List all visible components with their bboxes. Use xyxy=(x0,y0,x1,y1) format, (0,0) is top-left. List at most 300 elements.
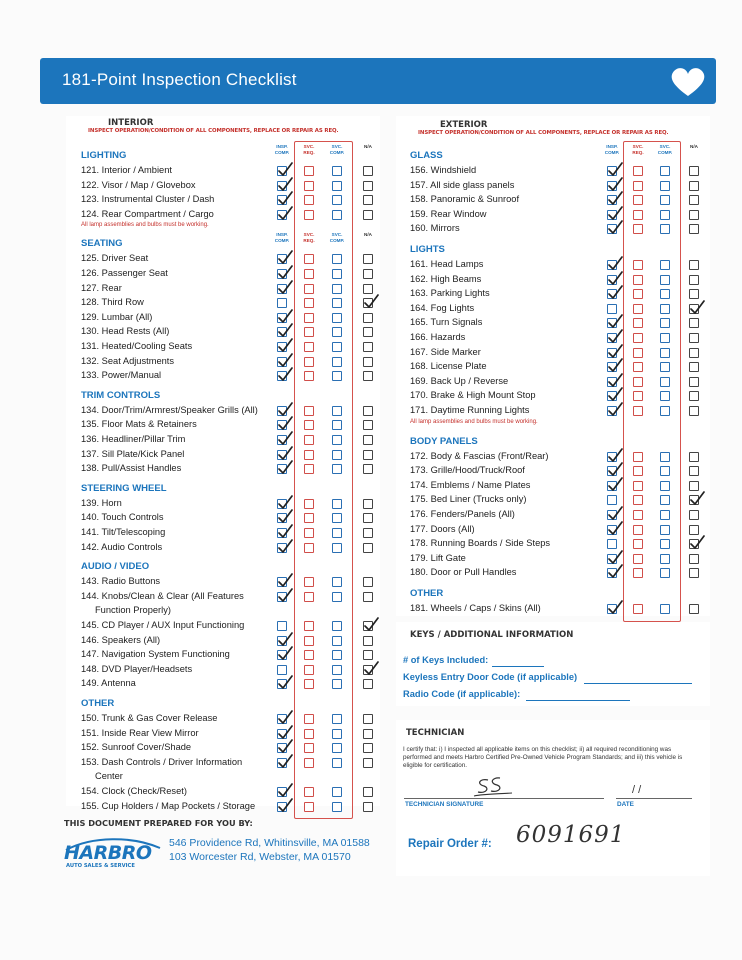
check-mark-icon xyxy=(363,661,379,677)
checkbox-insp[interactable] xyxy=(277,802,287,812)
checkbox-na[interactable] xyxy=(363,592,373,602)
checkbox-na[interactable] xyxy=(689,391,699,401)
check-mark-icon xyxy=(607,206,623,222)
checkbox-insp[interactable] xyxy=(277,327,287,337)
checkbox-insp[interactable] xyxy=(277,284,287,294)
check-mark-icon xyxy=(277,206,293,222)
checkbox-na[interactable] xyxy=(689,362,699,372)
section-label: BODY PANELS xyxy=(410,435,478,447)
checklist-item-label: 129. Lumbar (All) xyxy=(81,311,153,322)
checkbox-na[interactable] xyxy=(363,210,373,220)
checkbox-insp[interactable] xyxy=(607,166,617,176)
check-mark-icon xyxy=(277,646,293,662)
checkbox-na[interactable] xyxy=(363,269,373,279)
check-mark-icon xyxy=(607,285,623,301)
exterior-title: EXTERIOR xyxy=(440,120,488,130)
checklist-item-label: 131. Heated/Cooling Seats xyxy=(81,341,193,351)
address-line-1: 546 Providence Rd, Whitinsville, MA 01588 xyxy=(169,837,370,849)
checkbox-insp[interactable] xyxy=(607,406,617,416)
technician-title: TECHNICIAN xyxy=(406,728,465,738)
checklist-item-label: 163. Parking Lights xyxy=(410,288,490,299)
section-label: AUDIO / VIDEO xyxy=(81,561,150,573)
check-mark-icon xyxy=(363,294,379,310)
checklist-item-label: 142. Audio Controls xyxy=(81,541,163,552)
checkbox-insp[interactable] xyxy=(277,464,287,474)
checklist-item-label: 171. Daytime Running Lights xyxy=(410,405,530,415)
check-mark-icon xyxy=(607,564,623,580)
checkbox-na[interactable] xyxy=(363,714,373,724)
check-mark-icon xyxy=(363,617,379,633)
checklist-item-label: 141. Tilt/Telescoping xyxy=(81,527,166,537)
checkbox-insp[interactable] xyxy=(607,333,617,343)
checkbox-insp[interactable] xyxy=(277,577,287,587)
checkbox-na[interactable] xyxy=(363,195,373,205)
check-mark-icon xyxy=(277,416,293,432)
checkbox-na[interactable] xyxy=(689,481,699,491)
checkbox-na[interactable] xyxy=(689,539,699,549)
column-header-svc-comp: SVC. COMP. xyxy=(657,144,673,155)
checkbox-insp[interactable] xyxy=(277,371,287,381)
checkbox-insp[interactable] xyxy=(607,495,617,505)
check-mark-icon xyxy=(689,300,705,316)
heart-icon xyxy=(668,66,708,98)
checklist-item-label: 153. Dash Controls / Driver Information xyxy=(81,756,243,767)
logo-tagline: AUTO SALES & SERVICE xyxy=(66,863,135,869)
checkbox-insp[interactable] xyxy=(607,210,617,220)
checklist-item-label: 122. Visor / Map / Glovebox xyxy=(81,179,196,190)
check-mark-icon xyxy=(607,314,623,330)
checklist-item-label: 170. Brake & High Mount Stop xyxy=(410,390,536,401)
check-mark-icon xyxy=(277,588,293,604)
checklist-item-label: 121. Interior / Ambient xyxy=(81,165,172,175)
keyless-code-label: Keyless Entry Door Code (if applicable) xyxy=(403,672,578,682)
checklist-item-label: 158. Panoramic & Sunroof xyxy=(410,194,520,205)
column-header-na: N/A xyxy=(364,144,372,149)
checkbox-na[interactable] xyxy=(689,466,699,476)
checklist-item-label: 156. Windshield xyxy=(410,165,477,175)
checkbox-insp[interactable] xyxy=(607,318,617,328)
check-mark-icon xyxy=(607,506,623,522)
num-keys-label: # of Keys Included: xyxy=(403,655,489,665)
checklist-item-label: 172. Body & Fascias (Front/Rear) xyxy=(410,450,549,461)
check-mark-icon xyxy=(277,402,293,418)
checklist-item-label: 125. Driver Seat xyxy=(81,253,149,264)
checkbox-na[interactable] xyxy=(689,333,699,343)
checkbox-insp[interactable] xyxy=(607,289,617,299)
check-mark-icon xyxy=(607,256,623,272)
check-mark-icon xyxy=(607,462,623,478)
checkbox-na[interactable] xyxy=(689,377,699,387)
harbro-logo-icon xyxy=(62,834,162,870)
checkbox-na[interactable] xyxy=(689,181,699,191)
interior-subtitle: INSPECT OPERATION/CONDITION OF ALL COMPONENTS, REPLACE OR REPAIR AS REQ. xyxy=(88,128,339,134)
checkbox-insp[interactable] xyxy=(277,195,287,205)
radio-code-label: Radio Code (if applicable): xyxy=(403,689,521,699)
checklist-item-label-continued: Center xyxy=(95,771,123,782)
exterior-panel xyxy=(396,116,710,616)
checkbox-na[interactable] xyxy=(363,254,373,264)
checkbox-na[interactable] xyxy=(689,289,699,299)
checkbox-na[interactable] xyxy=(363,166,373,176)
address-line-2: 103 Worcester Rd, Webster, MA 01570 xyxy=(169,851,351,863)
check-mark-icon xyxy=(277,250,293,266)
technician-panel xyxy=(396,720,710,876)
checklist-item-label: 123. Instrumental Cluster / Dash xyxy=(81,194,215,205)
checklist-item-label: 178. Running Boards / Side Steps xyxy=(410,538,551,549)
checklist-item-label: 161. Head Lamps xyxy=(410,259,484,269)
num-keys-field[interactable] xyxy=(492,666,544,667)
keyless-code-field[interactable] xyxy=(584,683,692,684)
service-columns-frame xyxy=(294,141,353,819)
checklist-item-label: 154. Clock (Check/Reset) xyxy=(81,786,187,796)
prepared-by-title: THIS DOCUMENT PREPARED FOR YOU BY: xyxy=(64,818,253,828)
check-mark-icon xyxy=(277,754,293,770)
checklist-item-label: 176. Fenders/Panels (All) xyxy=(410,509,515,519)
checklist-item-label: 167. Side Marker xyxy=(410,346,481,357)
checklist-item-label: 146. Speakers (All) xyxy=(81,634,161,645)
checklist-item-label: 143. Radio Buttons xyxy=(81,576,161,587)
checkbox-insp[interactable] xyxy=(607,275,617,285)
checkbox-na[interactable] xyxy=(363,342,373,352)
column-header-svc-req: SVC. REQ. xyxy=(303,144,315,155)
checkbox-insp[interactable] xyxy=(607,525,617,535)
check-mark-icon xyxy=(277,632,293,648)
check-mark-icon xyxy=(607,448,623,464)
column-header-insp-comp: INSP. COMP. xyxy=(274,144,290,155)
logo-text: HARBRO xyxy=(64,842,152,864)
checkbox-na[interactable] xyxy=(689,260,699,270)
checklist-item-label: 133. Power/Manual xyxy=(81,370,162,381)
checklist-item-label: 124. Rear Compartment / Cargo xyxy=(81,208,214,219)
checkbox-insp[interactable] xyxy=(277,758,287,768)
checklist-item-label: 135. Floor Mats & Retainers xyxy=(81,419,197,430)
check-mark-icon xyxy=(277,725,293,741)
checkbox-insp[interactable] xyxy=(607,466,617,476)
checklist-item-label: 145. CD Player / AUX Input Functioning xyxy=(81,620,245,630)
check-mark-icon xyxy=(277,739,293,755)
checkbox-insp[interactable] xyxy=(607,260,617,270)
check-mark-icon xyxy=(277,524,293,540)
checklist-item-label: 138. Pull/Assist Handles xyxy=(81,463,182,474)
checklist-item-label: 175. Bed Liner (Trucks only) xyxy=(410,494,527,505)
checkbox-insp[interactable] xyxy=(277,420,287,430)
checklist-item-label: 144. Knobs/Clean & Clear (All Features xyxy=(81,590,244,601)
checkbox-insp[interactable] xyxy=(277,406,287,416)
checklist-item-label: 130. Head Rests (All) xyxy=(81,326,170,337)
column-header-insp-comp: INSP. COMP. xyxy=(604,144,620,155)
keys-panel xyxy=(396,622,710,706)
section-label: OTHER xyxy=(81,698,115,709)
checklist-item-label: 132. Seat Adjustments xyxy=(81,355,175,366)
checkbox-insp[interactable] xyxy=(277,313,287,323)
checkbox-insp[interactable] xyxy=(607,391,617,401)
check-mark-icon xyxy=(277,162,293,178)
check-mark-icon xyxy=(277,367,293,383)
check-mark-icon xyxy=(607,271,623,287)
checkbox-na[interactable] xyxy=(363,435,373,445)
checklist-item-label: 152. Sunroof Cover/Shade xyxy=(81,742,192,753)
check-mark-icon xyxy=(607,177,623,193)
checkbox-insp[interactable] xyxy=(607,604,617,614)
check-mark-icon xyxy=(607,344,623,360)
checklist-item-label: 174. Emblems / Name Plates xyxy=(410,479,531,490)
checkbox-na[interactable] xyxy=(689,210,699,220)
check-mark-icon xyxy=(277,446,293,462)
checklist-item-label-continued: Function Properly) xyxy=(95,605,171,616)
checkbox-insp[interactable] xyxy=(607,362,617,372)
certification-text: I certify that: i) I inspected all applicable items on this checklist; ii) all required reconditioning was performed and meets Harbro Certified Pre-Owned Vehicle Program Standards; and iii) this vehicle is eligible for certification. xyxy=(403,746,683,769)
checkbox-na[interactable] xyxy=(689,166,699,176)
checkbox-na[interactable] xyxy=(363,450,373,460)
signature-caption: TECHNICIAN SIGNATURE xyxy=(405,801,484,808)
checkbox-insp[interactable] xyxy=(607,554,617,564)
column-header-svc-comp: SVC. COMP. xyxy=(329,144,345,155)
check-mark-icon xyxy=(607,358,623,374)
checklist-item-label: 147. Navigation System Functioning xyxy=(81,649,230,660)
checkbox-insp[interactable] xyxy=(277,210,287,220)
checkbox-insp[interactable] xyxy=(277,528,287,538)
checklist-item-label: 157. All side glass panels xyxy=(410,179,515,190)
checkbox-insp[interactable] xyxy=(607,510,617,520)
checkbox-na[interactable] xyxy=(363,787,373,797)
checkbox-na[interactable] xyxy=(363,499,373,509)
check-mark-icon xyxy=(607,477,623,493)
checkbox-na[interactable] xyxy=(363,743,373,753)
checklist-item-label: 148. DVD Player/Headsets xyxy=(81,663,193,674)
checkbox-na[interactable] xyxy=(689,554,699,564)
page-title: 181-Point Inspection Checklist xyxy=(62,70,297,89)
checkbox-insp[interactable] xyxy=(277,543,287,553)
keys-title: KEYS / ADDITIONAL INFORMATION xyxy=(410,630,574,640)
checklist-item-label: 177. Doors (All) xyxy=(410,523,475,534)
checkbox-na[interactable] xyxy=(363,298,373,308)
check-mark-icon xyxy=(277,460,293,476)
column-header-insp-comp: INSP. COMP. xyxy=(274,232,290,244)
checkbox-insp[interactable] xyxy=(607,224,617,234)
check-mark-icon xyxy=(607,402,623,418)
checkbox-na[interactable] xyxy=(363,729,373,739)
technician-signature-icon xyxy=(470,776,514,800)
section-label: STEERING WHEEL xyxy=(81,482,167,494)
checkbox-na[interactable] xyxy=(363,406,373,416)
checkbox-na[interactable] xyxy=(363,665,373,675)
checklist-item-label: 128. Third Row xyxy=(81,297,144,308)
check-mark-icon xyxy=(607,550,623,566)
checkbox-insp[interactable] xyxy=(277,650,287,660)
checkbox-insp[interactable] xyxy=(277,714,287,724)
checkbox-na[interactable] xyxy=(689,224,699,234)
checklist-item-label: 162. High Beams xyxy=(410,273,482,284)
check-mark-icon xyxy=(277,309,293,325)
repair-order-label: Repair Order #: xyxy=(408,838,492,850)
checkbox-insp[interactable] xyxy=(277,181,287,191)
checklist-item-label: 160. Mirrors xyxy=(410,223,460,234)
checklist-item-label: 136. Headliner/Pillar Trim xyxy=(81,434,186,444)
check-mark-icon xyxy=(277,191,293,207)
checkbox-insp[interactable] xyxy=(277,665,287,675)
checklist-item-label: 180. Door or Pull Handles xyxy=(410,567,517,578)
checkbox-na[interactable] xyxy=(363,802,373,812)
check-mark-icon xyxy=(277,338,293,354)
checkbox-na[interactable] xyxy=(689,510,699,520)
check-mark-icon xyxy=(277,495,293,511)
check-mark-icon xyxy=(607,600,623,616)
checklist-item-label: 155. Cup Holders / Map Pockets / Storage xyxy=(81,800,256,811)
checkbox-na[interactable] xyxy=(689,318,699,328)
checkbox-na[interactable] xyxy=(689,304,699,314)
section-label: GLASS xyxy=(410,150,443,161)
checkbox-na[interactable] xyxy=(363,528,373,538)
checkbox-insp[interactable] xyxy=(277,298,287,308)
checkbox-insp[interactable] xyxy=(607,452,617,462)
checklist-item-label: 139. Horn xyxy=(81,497,122,508)
checkbox-na[interactable] xyxy=(363,577,373,587)
checkbox-insp[interactable] xyxy=(277,269,287,279)
check-mark-icon xyxy=(689,491,705,507)
checkbox-insp[interactable] xyxy=(607,568,617,578)
column-header-svc-req: SVC. REQ. xyxy=(632,144,644,155)
check-mark-icon xyxy=(277,710,293,726)
checkbox-na[interactable] xyxy=(363,758,373,768)
checkbox-insp[interactable] xyxy=(277,499,287,509)
date-field[interactable] xyxy=(616,798,692,799)
checkbox-na[interactable] xyxy=(689,604,699,614)
checkbox-na[interactable] xyxy=(689,525,699,535)
checkbox-na[interactable] xyxy=(363,679,373,689)
checkbox-insp[interactable] xyxy=(607,195,617,205)
checkbox-na[interactable] xyxy=(363,621,373,631)
checkbox-na[interactable] xyxy=(689,348,699,358)
section-note: All lamp assemblies and bulbs must be working. xyxy=(81,222,209,229)
section-label: LIGHTING xyxy=(81,150,127,161)
checkbox-insp[interactable] xyxy=(607,348,617,358)
checkbox-insp[interactable] xyxy=(277,592,287,602)
checkbox-insp[interactable] xyxy=(607,377,617,387)
check-mark-icon xyxy=(277,783,293,799)
checklist-item-label: 134. Door/Trim/Armrest/Speaker Grills (All) xyxy=(81,404,258,415)
interior-title: INTERIOR xyxy=(108,118,154,128)
checklist-item-label: 169. Back Up / Reverse xyxy=(410,375,509,386)
checkbox-insp[interactable] xyxy=(277,435,287,445)
checklist-item-label: 126. Passenger Seat xyxy=(81,268,168,278)
checkbox-na[interactable] xyxy=(689,275,699,285)
checkbox-na[interactable] xyxy=(363,543,373,553)
column-header-svc-req: SVC. REQ. xyxy=(303,232,315,244)
check-mark-icon xyxy=(277,265,293,281)
checkbox-na[interactable] xyxy=(363,636,373,646)
section-note: All lamp assemblies and bulbs must be working. xyxy=(410,418,538,425)
check-mark-icon xyxy=(277,353,293,369)
interior-panel xyxy=(66,116,380,811)
check-mark-icon xyxy=(277,177,293,193)
date-value: / / xyxy=(632,784,642,796)
checklist-item-label: 159. Rear Window xyxy=(410,208,487,219)
checkbox-insp[interactable] xyxy=(607,181,617,191)
checklist-item-label: 127. Rear xyxy=(81,282,122,293)
check-mark-icon xyxy=(607,329,623,345)
checklist-item-label: 140. Touch Controls xyxy=(81,512,164,523)
check-mark-icon xyxy=(607,162,623,178)
checkbox-na[interactable] xyxy=(689,495,699,505)
check-mark-icon xyxy=(277,323,293,339)
checkbox-na[interactable] xyxy=(363,420,373,430)
checkbox-na[interactable] xyxy=(689,195,699,205)
section-label: OTHER xyxy=(410,588,444,599)
checkbox-insp[interactable] xyxy=(277,357,287,367)
check-mark-icon xyxy=(689,535,705,551)
checkbox-insp[interactable] xyxy=(607,304,617,314)
checkbox-insp[interactable] xyxy=(607,539,617,549)
section-label: LIGHTS xyxy=(410,244,445,255)
checkbox-insp[interactable] xyxy=(277,513,287,523)
check-mark-icon xyxy=(277,573,293,589)
checkbox-insp[interactable] xyxy=(277,166,287,176)
checkbox-na[interactable] xyxy=(363,464,373,474)
checkbox-insp[interactable] xyxy=(277,342,287,352)
checkbox-na[interactable] xyxy=(363,313,373,323)
checkbox-insp[interactable] xyxy=(277,450,287,460)
column-header-na: N/A xyxy=(364,232,372,238)
check-mark-icon xyxy=(607,373,623,389)
checklist-item-label: 149. Antenna xyxy=(81,678,136,689)
checkbox-insp[interactable] xyxy=(277,636,287,646)
checklist-item-label: 173. Grille/Hood/Truck/Roof xyxy=(410,465,525,476)
check-mark-icon xyxy=(277,798,293,814)
header-banner xyxy=(40,58,716,104)
checklist-item-label: 166. Hazards xyxy=(410,332,466,342)
checkbox-na[interactable] xyxy=(363,513,373,523)
check-mark-icon xyxy=(607,191,623,207)
checkbox-insp[interactable] xyxy=(277,679,287,689)
check-mark-icon xyxy=(277,539,293,555)
checkbox-na[interactable] xyxy=(689,452,699,462)
check-mark-icon xyxy=(277,509,293,525)
checkbox-na[interactable] xyxy=(363,181,373,191)
service-columns-frame xyxy=(623,141,681,622)
checkbox-na[interactable] xyxy=(363,650,373,660)
check-mark-icon xyxy=(277,675,293,691)
checkbox-na[interactable] xyxy=(363,327,373,337)
check-mark-icon xyxy=(607,521,623,537)
section-label: TRIM CONTROLS xyxy=(81,389,161,401)
checkbox-na[interactable] xyxy=(689,406,699,416)
check-mark-icon xyxy=(277,431,293,447)
checklist-item-label: 151. Inside Rear View Mirror xyxy=(81,727,199,738)
column-header-svc-comp: SVC. COMP. xyxy=(329,232,345,244)
checklist-item-label: 168. License Plate xyxy=(410,361,487,372)
checkbox-na[interactable] xyxy=(363,371,373,381)
checklist-item-label: 179. Lift Gate xyxy=(410,552,466,563)
checkbox-na[interactable] xyxy=(363,357,373,367)
checkbox-na[interactable] xyxy=(363,284,373,294)
checkbox-insp[interactable] xyxy=(277,787,287,797)
radio-code-field[interactable] xyxy=(526,700,630,701)
repair-order-number: 6091691 xyxy=(516,822,626,848)
checkbox-insp[interactable] xyxy=(277,743,287,753)
checklist-item-label: 137. Sill Plate/Kick Panel xyxy=(81,448,185,459)
checkbox-na[interactable] xyxy=(689,568,699,578)
check-mark-icon xyxy=(607,220,623,236)
section-label: SEATING xyxy=(81,238,123,250)
checkbox-insp[interactable] xyxy=(277,621,287,631)
checkbox-insp[interactable] xyxy=(607,481,617,491)
signature-field[interactable] xyxy=(404,798,604,799)
checklist-item-label: 181. Wheels / Caps / Skins (All) xyxy=(410,603,541,613)
check-mark-icon xyxy=(277,280,293,296)
checkbox-insp[interactable] xyxy=(277,254,287,264)
exterior-subtitle: INSPECT OPERATION/CONDITION OF ALL COMPONENTS, REPLACE OR REPAIR AS REQ. xyxy=(418,130,669,136)
checkbox-insp[interactable] xyxy=(277,729,287,739)
